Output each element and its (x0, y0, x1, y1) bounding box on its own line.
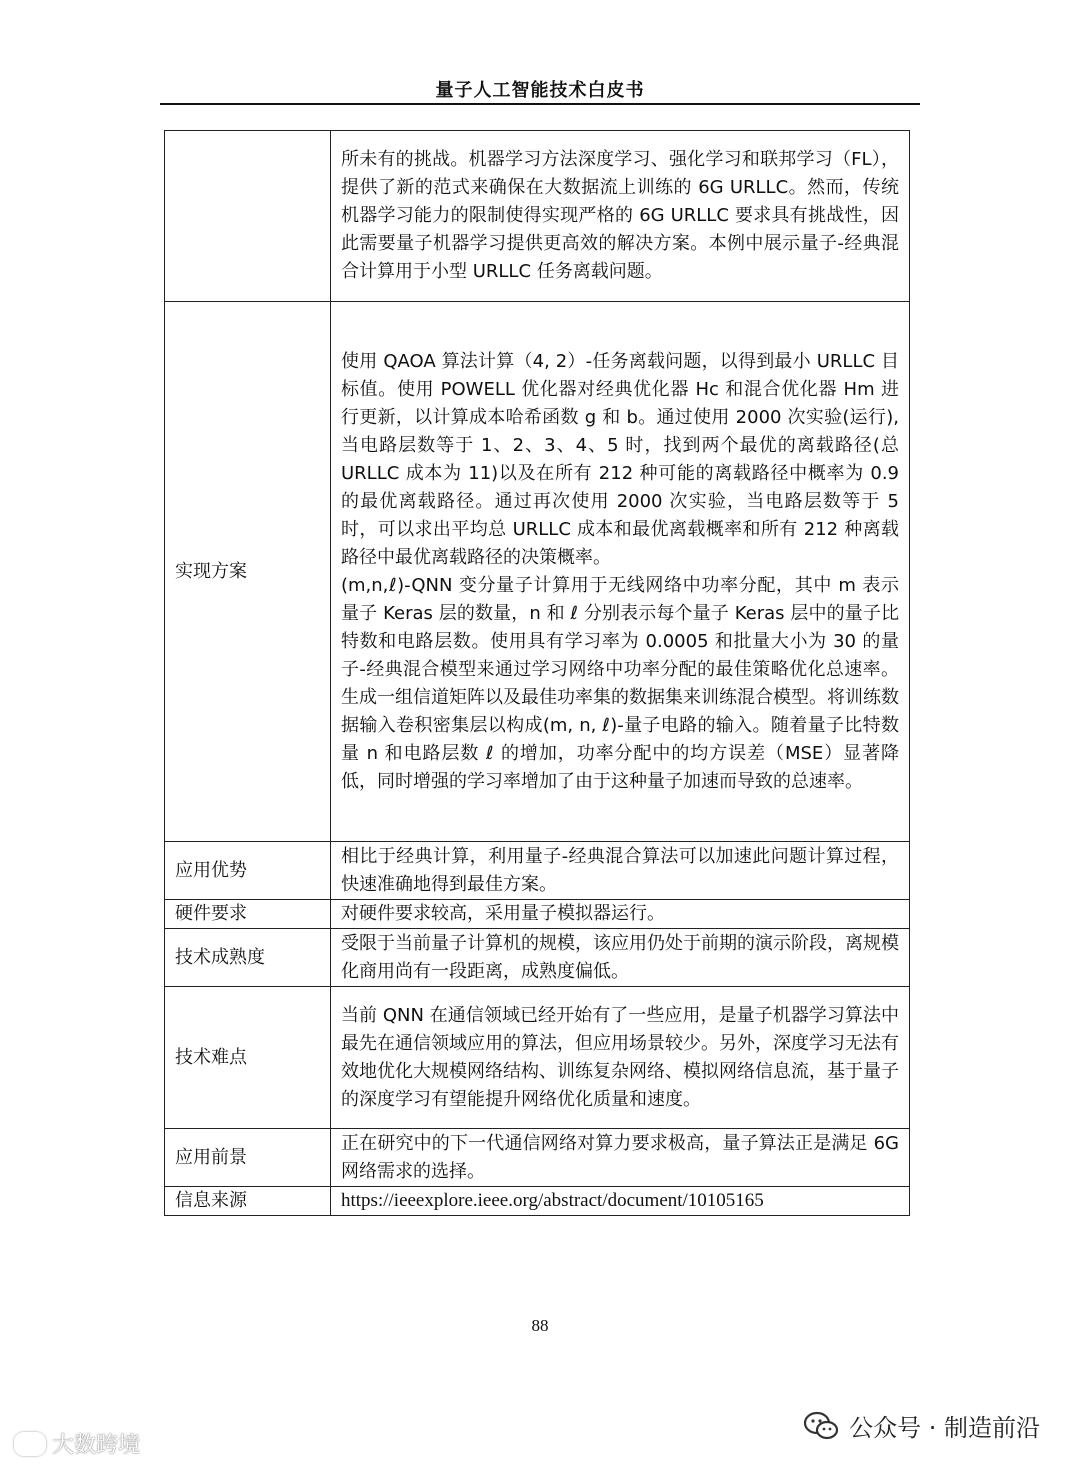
row-label: 应用前景 (165, 1129, 331, 1187)
watermark-right (803, 1408, 1040, 1443)
page-number: 88 (531, 1316, 549, 1335)
watermark-left-text: 大数跨境 (52, 1433, 141, 1458)
table-row-prospect (165, 1129, 910, 1187)
row-label: 硬件要求 (165, 900, 331, 929)
row-label: 应用优势 (165, 842, 331, 900)
row-content-paragraph: 使用 QAOA 算法计算（4, 2）-任务离载问题，以得到最小 URLLC 目标值。使用 POWELL 优化器对经典优化器 Hc 和混合优化器 Hm 进行更新，以计算成本哈希函数 g 和 b。通过使用 2000 次实验(运行),当电路层数等于 1、2、3、4、5 时，找到两个最优的离载路径(总 URLLC 成本为 11)以及在所有 212 种可能的离载路径中概率为 0.9 的最优离载路径。通过再次使用 2000 次实验，当电路层数等于 5 时，可以求出平均总 URLLC 成本和最优离载概率和所有 212 种离载路径中最优离载路径的决策概率。 (341, 350, 899, 568)
watermark-left (14, 1428, 140, 1459)
table-row-difficulty (165, 987, 910, 1129)
table-row-source (165, 1187, 910, 1216)
table-row-hardware (165, 900, 910, 929)
row-content-paragraph: 相比于经典计算，利用量子-经典混合算法可以加速此问题计算过程，快速准确地得到最佳方案。 (341, 845, 899, 895)
row-label (165, 131, 331, 302)
table-row-advantage (165, 842, 910, 900)
row-label: 实现方案 (165, 302, 331, 842)
row-content (331, 131, 910, 302)
info-table (164, 130, 910, 1216)
row-content-paragraph: 当前 QNN 在通信领域已经开始有了一些应用，是量子机器学习算法中最先在通信领域应用的算法，但应用场景较少。另外，深度学习无法有效地优化大规模网络结构、训练复杂网络、模拟网络信息流，基于量子的深度学习有望能提升网络优化质量和速度。 (341, 1004, 899, 1110)
header-divider (160, 103, 920, 105)
row-content (331, 900, 910, 929)
row-content-paragraph: (m,n,ℓ)-QNN 变分量子计算用于无线网络中功率分配，其中 m 表示量子 Keras 层的数量，n 和 ℓ 分别表示每个量子 Keras 层中的量子比特数和电路层数。使用具有学习率为 0.0005 和批量大小为 30 的量子-经典混合模型来通过学习网络中功率分配的最佳策略优化总速率。生成一组信道矩阵以及最佳功率集的数据集来训练混合模型。将训练数据输入卷积密集层以构成(m, n, ℓ)-量子电路的输入。随着量子比特数量 n 和电路层数 ℓ 的增加，功率分配中的均方误差（MSE）显著降低，同时增强的学习率增加了由于这种量子加速而导致的总速率。 (341, 574, 899, 792)
wechat-icon (803, 1411, 839, 1441)
row-content (331, 929, 910, 987)
row-content (331, 1129, 910, 1187)
row-content-paragraph: 对硬件要求较高，采用量子模拟器运行。 (341, 903, 665, 924)
row-content (331, 1187, 910, 1216)
row-label: 信息来源 (165, 1187, 331, 1216)
row-content-paragraph: 受限于当前量子计算机的规模，该应用仍处于前期的演示阶段，离规模化商用尚有一段距离，成熟度偏低。 (341, 932, 899, 982)
page-header-title: 量子人工智能技术白皮书 (435, 80, 645, 101)
row-label: 技术难点 (165, 987, 331, 1129)
row-content (331, 987, 910, 1129)
table-row-maturity (165, 929, 910, 987)
row-content-paragraph: 正在研究中的下一代通信网络对算力要求极高，量子算法正是满足 6G 网络需求的选择。 (341, 1132, 899, 1182)
source-url: https://ieeexplore.ieee.org/abstract/document/10105165 (341, 1190, 764, 1211)
table-row-implementation (165, 302, 910, 842)
row-content (331, 842, 910, 900)
row-content (331, 302, 910, 842)
watermark-logo-icon (14, 1432, 46, 1456)
row-content-paragraph: 所未有的挑战。机器学习方法深度学习、强化学习和联邦学习（FL），提供了新的范式来确保在大数据流上训练的 6G URLLC。然而，传统机器学习能力的限制使得实现严格的 6G URLLC 要求具有挑战性，因此需要量子机器学习提供更高效的解决方案。本例中展示量子-经典混合计算用于小型 URLLC 任务离载问题。 (341, 149, 899, 282)
watermark-right-text: 公众号 · 制造前沿 (849, 1414, 1040, 1442)
row-label: 技术成熟度 (165, 929, 331, 987)
table-row-continued (165, 131, 910, 302)
